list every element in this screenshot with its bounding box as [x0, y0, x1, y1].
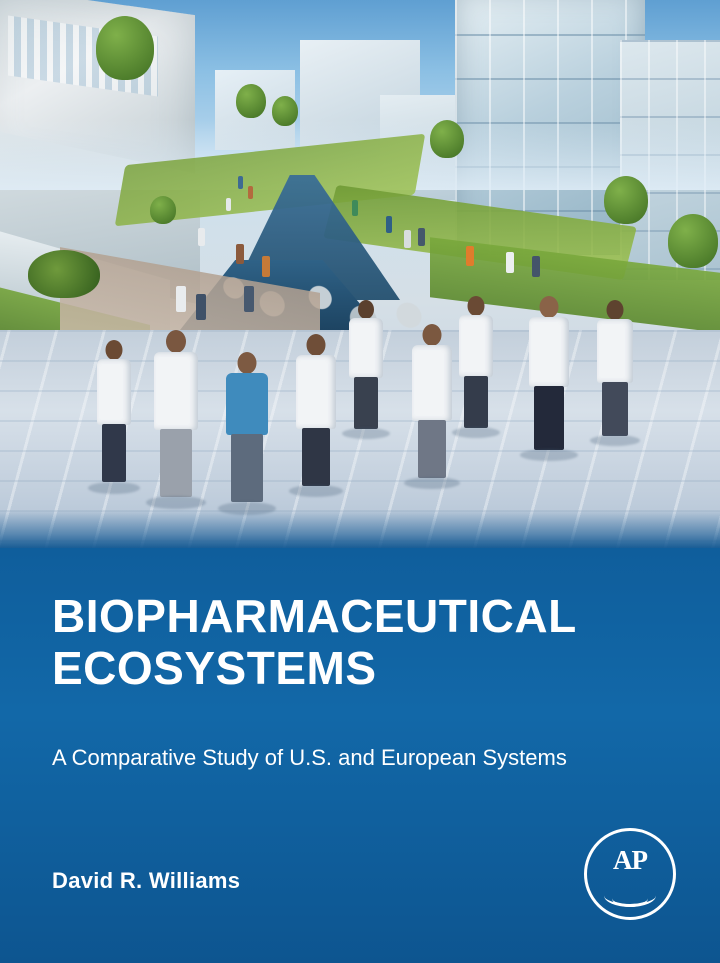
person-legs [354, 377, 378, 429]
person-head [238, 352, 257, 374]
tree [272, 96, 298, 126]
lab-coat [296, 355, 336, 429]
person-head [307, 334, 326, 356]
lab-coat [597, 319, 633, 383]
distant-figure [386, 216, 392, 233]
distant-figure [466, 246, 474, 266]
person-shadow [404, 477, 460, 489]
person-shadow [520, 449, 578, 461]
distant-figure [352, 200, 358, 216]
book-title-line-1: BIOPHARMACEUTICAL [52, 590, 577, 642]
distant-figure [196, 294, 206, 320]
distant-figure [198, 228, 205, 246]
distant-figure [226, 198, 231, 211]
person-shadow [342, 428, 390, 439]
person-legs [231, 434, 263, 502]
logo-text: AP [613, 845, 647, 875]
person-head [607, 300, 624, 320]
lab-coat [459, 315, 493, 377]
person-shadow [88, 482, 140, 494]
tree [150, 196, 176, 224]
distant-figure [238, 176, 243, 189]
book-author: David R. Williams [52, 868, 241, 893]
person-legs [160, 429, 192, 497]
distant-figure [262, 256, 270, 277]
person-shadow [289, 485, 343, 497]
foreground-person [212, 352, 282, 528]
tree [236, 84, 266, 118]
distant-figure [248, 186, 253, 199]
logo-swoosh-icon [612, 890, 648, 907]
artwork-fade [0, 510, 720, 550]
book-title [52, 590, 682, 694]
distant-figure [404, 230, 411, 248]
foreground-person [86, 340, 142, 500]
distant-figure [506, 252, 514, 273]
distant-figure [418, 228, 425, 246]
tree [28, 250, 100, 298]
person-shadow [146, 496, 206, 509]
person-head [540, 296, 559, 318]
tree [430, 120, 464, 158]
lab-coat [154, 352, 198, 430]
person-legs [464, 376, 488, 428]
distant-figure [244, 286, 254, 312]
person-head [358, 300, 374, 319]
tree [96, 16, 154, 80]
book-title-line-2: ECOSYSTEMS [52, 642, 377, 694]
person-shadow [590, 435, 640, 446]
person-legs [418, 420, 446, 478]
foreground-person [338, 300, 394, 448]
person-legs [534, 386, 564, 450]
scrubs-top [226, 373, 268, 435]
academic-press-logo [584, 828, 676, 920]
tree [668, 214, 718, 268]
book-subtitle: A Comparative Study of U.S. and European Systems [52, 745, 567, 770]
person-legs [102, 424, 126, 482]
lab-coat [349, 318, 383, 378]
lab-coat [97, 359, 131, 425]
distant-figure [176, 286, 186, 312]
foreground-person [448, 296, 504, 446]
person-legs [302, 428, 330, 486]
foreground-person [516, 296, 582, 468]
person-legs [602, 382, 628, 436]
foreground-person [586, 300, 644, 456]
lab-coat [529, 317, 569, 387]
person-head [166, 330, 186, 353]
distant-figure [236, 244, 244, 264]
lab-coat [412, 345, 452, 421]
person-head [468, 296, 485, 316]
person-head [106, 340, 123, 360]
tree [604, 176, 648, 224]
foreground-person [140, 330, 212, 515]
person-head [423, 324, 442, 346]
person-shadow [452, 427, 500, 438]
distant-figure [532, 256, 540, 277]
title-panel [0, 548, 720, 963]
